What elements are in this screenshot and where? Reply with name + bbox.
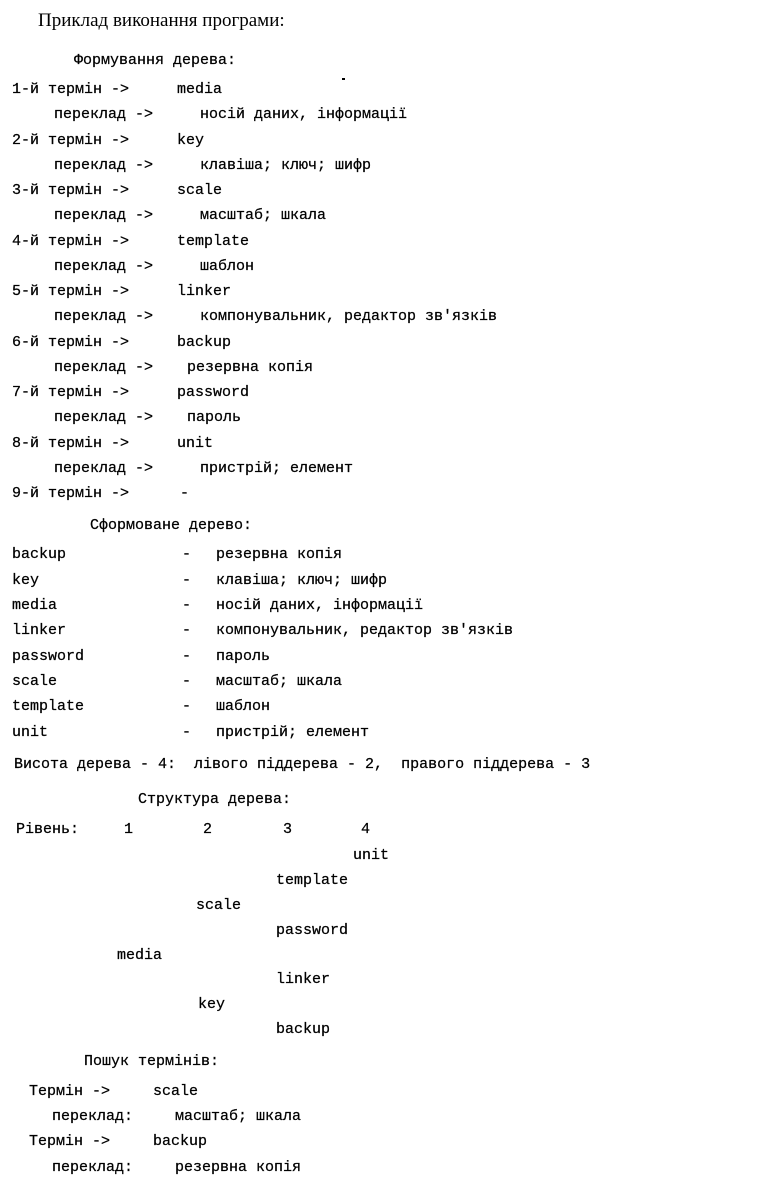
formation-translation-label: переклад -> (54, 258, 154, 275)
formation-heading: Формування дерева: (74, 52, 237, 69)
search-translation-label: переклад: (52, 1108, 134, 1125)
formation-term-value: media (177, 81, 223, 98)
search-term-value: backup (153, 1133, 208, 1150)
structure-heading: Структура дерева: (138, 791, 292, 808)
formation-translation-value: клавіша; ключ; шифр (200, 157, 372, 174)
formation-term-label: 1-й термін -> (12, 81, 130, 98)
tree-node: media (117, 947, 163, 964)
formed-translation: пароль (216, 648, 271, 665)
formation-translation-value: шаблон (200, 258, 255, 275)
formation-term-value: linker (177, 283, 232, 300)
tree-node: key (198, 996, 226, 1013)
formation-term-label: 7-й термін -> (12, 384, 130, 401)
formed-dash: - (182, 724, 192, 741)
formation-term-value: backup (177, 334, 232, 351)
formation-translation-value: пристрій; елемент (200, 460, 354, 477)
formation-term-value: - (180, 485, 190, 502)
search-translation-value: резервна копія (175, 1159, 302, 1176)
formation-term-value: unit (177, 435, 214, 452)
formation-translation-value: резервна копія (187, 359, 314, 376)
tree-node: linker (276, 971, 331, 988)
tree-node: backup (276, 1021, 331, 1038)
formation-term-label: 9-й термін -> (12, 485, 130, 502)
formation-translation-label: переклад -> (54, 106, 154, 123)
formation-translation-label: переклад -> (54, 308, 154, 325)
formation-term-value: password (177, 384, 250, 401)
formation-term-label: 5-й термін -> (12, 283, 130, 300)
formed-term: password (12, 648, 85, 665)
formation-term-value: template (177, 233, 250, 250)
formed-dash: - (182, 546, 192, 563)
formation-term-value: scale (177, 182, 223, 199)
formation-translation-label: переклад -> (54, 157, 154, 174)
formed-dash: - (182, 622, 192, 639)
tree-height-line: Висота дерева - 4: лівого піддерева - 2, правого піддерева - 3 (14, 756, 591, 773)
formed-dash: - (182, 673, 192, 690)
level-label: Рівень: (16, 821, 80, 838)
search-term-value: scale (153, 1083, 199, 1100)
formed-translation: клавіша; ключ; шифр (216, 572, 388, 589)
formed-dash: - (182, 572, 192, 589)
formed-term: key (12, 572, 40, 589)
formed-translation: резервна копія (216, 546, 343, 563)
formed-translation: носій даних, інформації (216, 597, 424, 614)
formed-term: template (12, 698, 85, 715)
formed-dash: - (182, 648, 192, 665)
tree-node: password (276, 922, 349, 939)
tree-node: template (276, 872, 349, 889)
formation-translation-label: переклад -> (54, 207, 154, 224)
formation-translation-label: переклад -> (54, 359, 154, 376)
formation-translation-label: переклад -> (54, 460, 154, 477)
formed-dash: - (182, 597, 192, 614)
search-translation-label: переклад: (52, 1159, 134, 1176)
formation-term-label: 3-й термін -> (12, 182, 130, 199)
search-heading: Пошук термінів: (84, 1053, 220, 1070)
formed-translation: компонувальник, редактор зв'язків (216, 622, 514, 639)
formed-translation: шаблон (216, 698, 271, 715)
formation-translation-value: пароль (187, 409, 242, 426)
formation-term-label: 8-й термін -> (12, 435, 130, 452)
level-number: 3 (283, 821, 293, 838)
formation-translation-value: компонувальник, редактор зв'язків (200, 308, 498, 325)
formation-term-label: 4-й термін -> (12, 233, 130, 250)
level-number: 4 (361, 821, 371, 838)
formed-term: scale (12, 673, 58, 690)
formed-term: unit (12, 724, 49, 741)
level-number: 1 (124, 821, 134, 838)
formation-translation-label: переклад -> (54, 409, 154, 426)
search-term-label: Термін -> (29, 1083, 111, 1100)
formation-term-value: key (177, 132, 205, 149)
formed-translation: пристрій; елемент (216, 724, 370, 741)
formed-translation: масштаб; шкала (216, 673, 343, 690)
formation-translation-value: носій даних, інформації (200, 106, 408, 123)
tree-node: scale (196, 897, 242, 914)
formation-translation-value: масштаб; шкала (200, 207, 327, 224)
level-number: 2 (203, 821, 213, 838)
search-translation-value: масштаб; шкала (175, 1108, 302, 1125)
page-title: Приклад виконання програми: (38, 10, 285, 31)
formed-term: linker (12, 622, 67, 639)
formed-dash: - (182, 698, 192, 715)
formation-term-label: 6-й термін -> (12, 334, 130, 351)
tree-node: unit (353, 847, 390, 864)
formed-term: backup (12, 546, 67, 563)
stray-mark (342, 78, 345, 80)
formed-term: media (12, 597, 58, 614)
formed-heading: Сформоване дерево: (90, 517, 253, 534)
formation-term-label: 2-й термін -> (12, 132, 130, 149)
search-term-label: Термін -> (29, 1133, 111, 1150)
